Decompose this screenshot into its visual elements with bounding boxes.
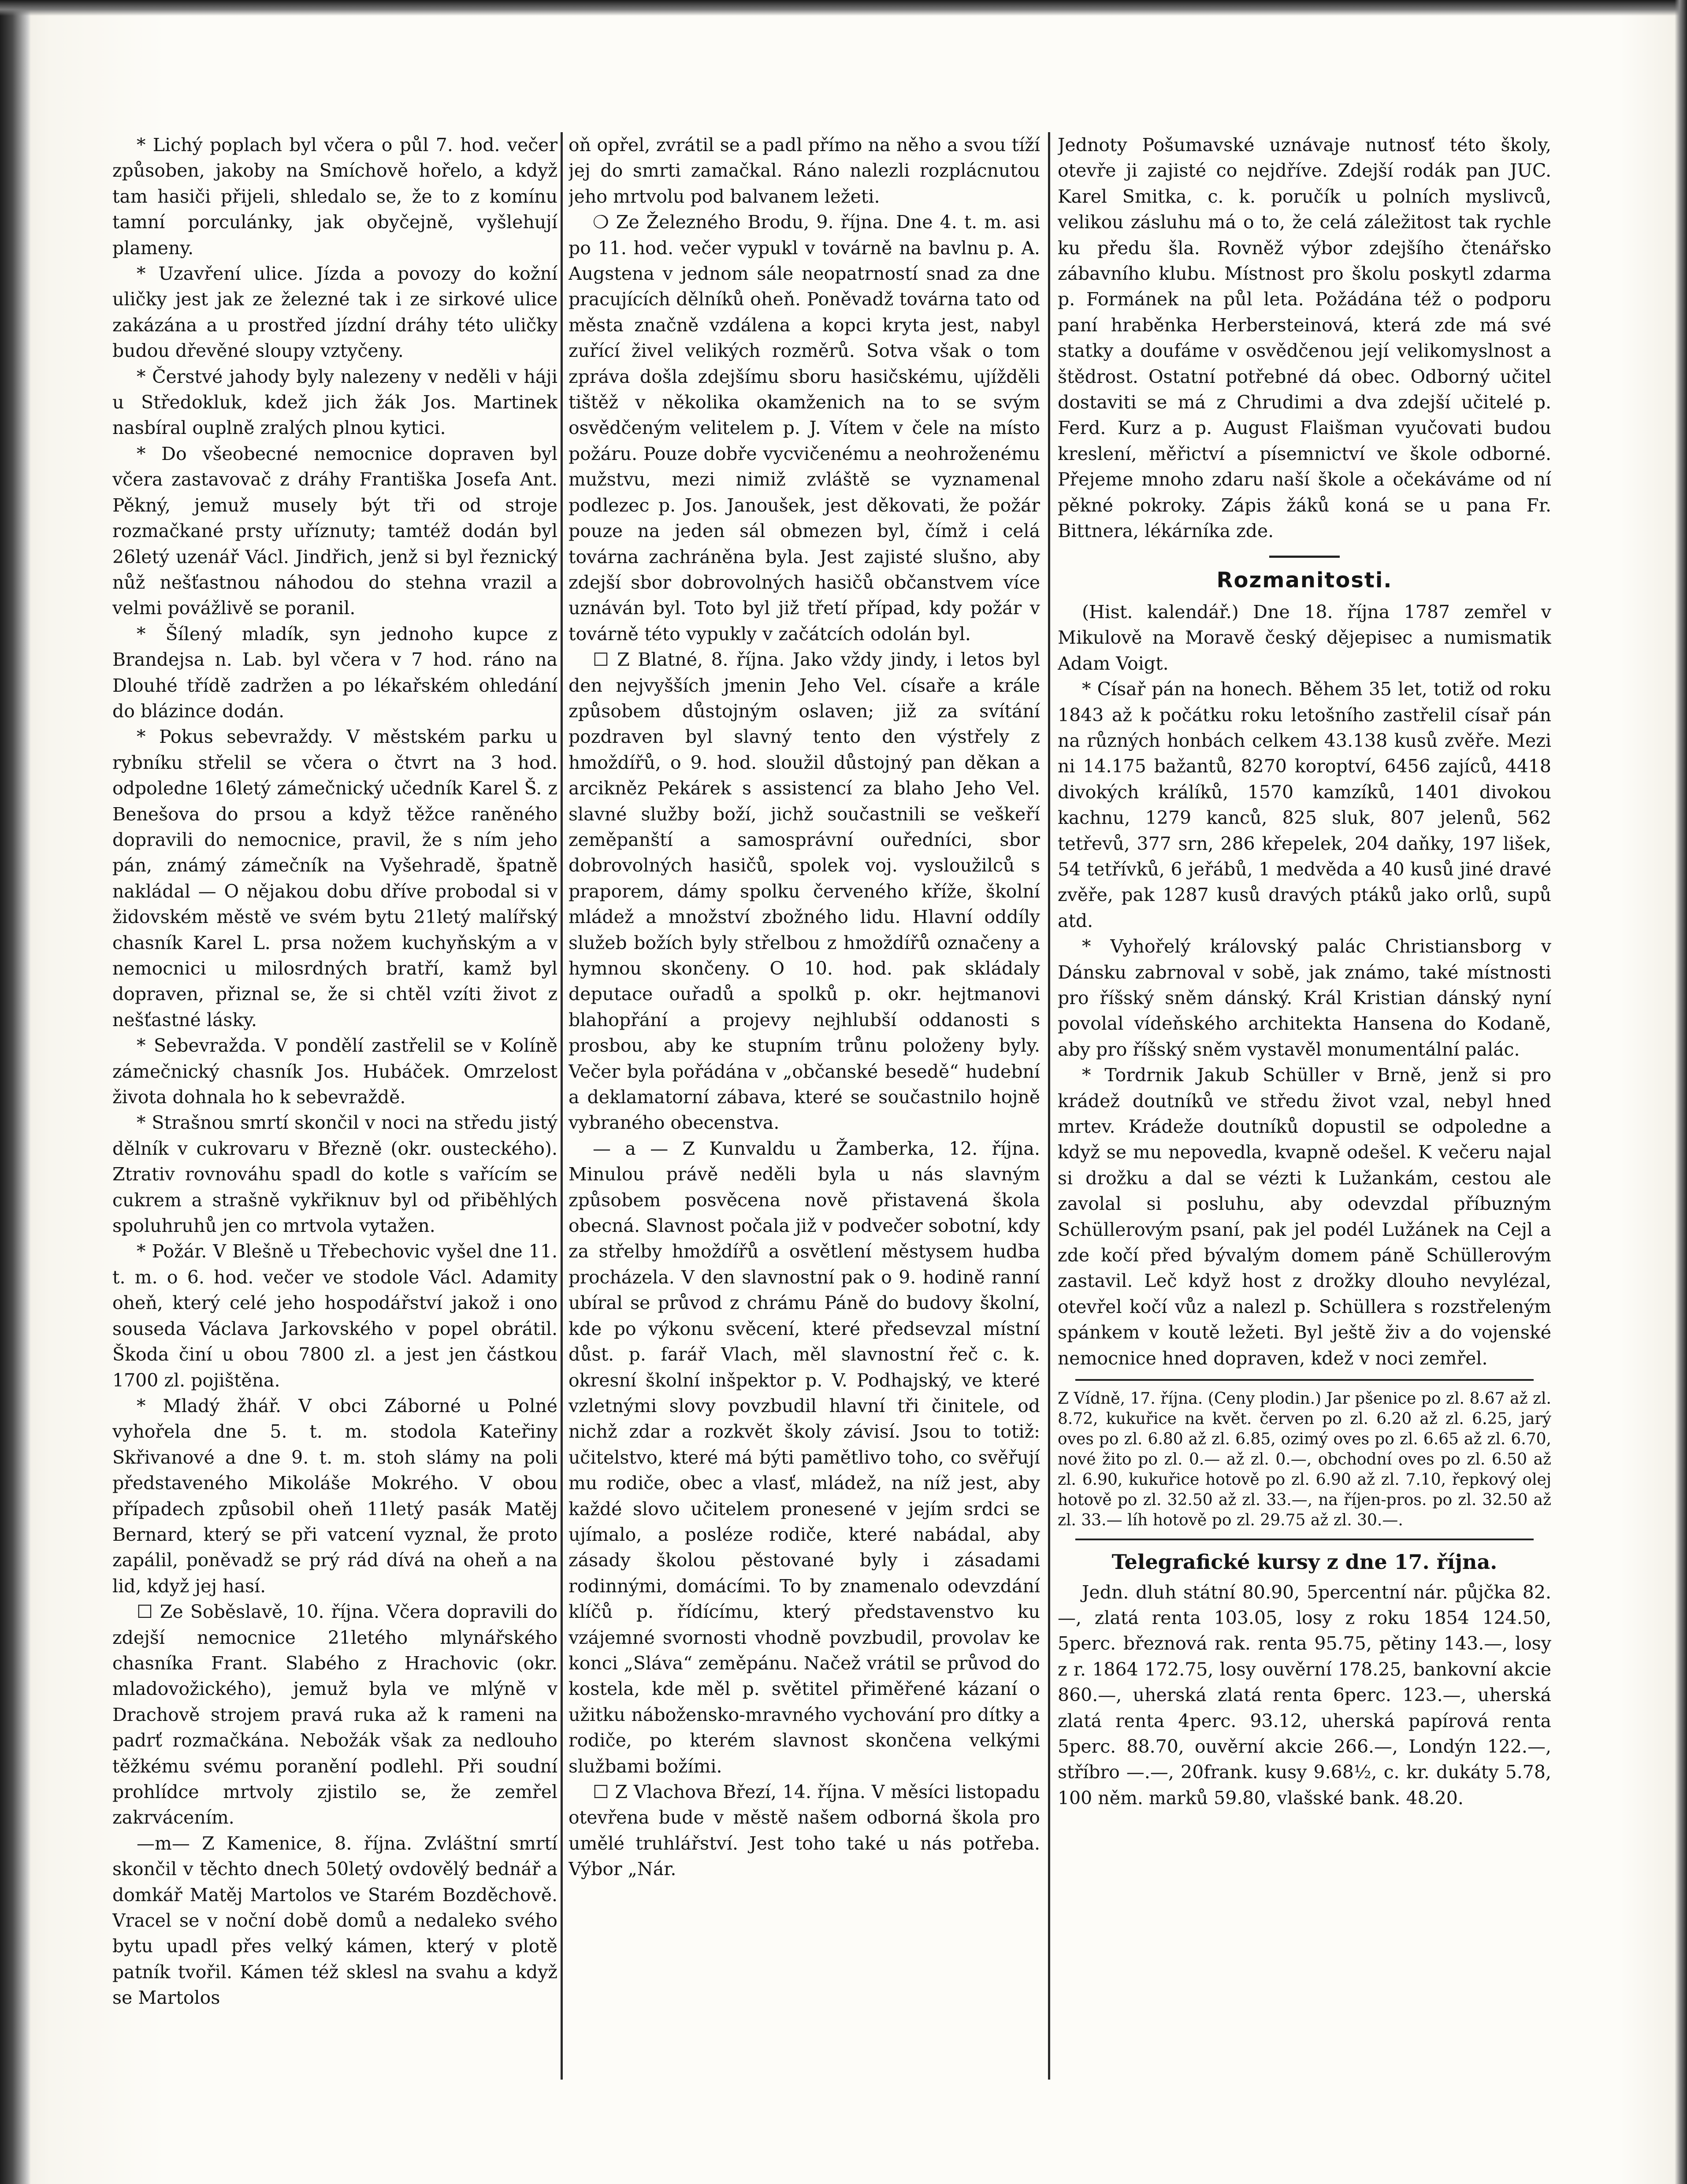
kursy-text: Jedn. dluh státní 80.90, 5percentní nár. půjčka 82.—, zlatá renta 103.05, losy z roku 1854 124.50, 5perc. březnová rak. renta 95.75, pětiny 143.—, losy z r. 1864 172.75, losy ouvěrní 178.25, bankovní akcie 860.—, uherská zlatá renta 6perc. 123.—, uherská zlatá renta 4perc. 93.12, uherská papírová renta 5perc. 88.70, ouvěrní akcie 266.—, Londýn 122.—, stříbro —.—, 20frank. kusy 9.68½, c. kr. dukáty 5.78, 100 něm. marků 59.80, vlašské bank. 48.20. [1058, 1581, 1551, 1809]
article-tordrnik: * Tordrnik Jakub Schüller v Brně, jenž si pro krádež doutníků ve středu život vzal, nebyl hned mrtev. Krádeže doutníků dopustil se odpoledne a když se mu nepovedla, kvapně odešel. K večeru najal si drožku a dal se vézti k Lužankám, cestou ale zavolal si posluhu, aby odevzdal příbuzným Schüllerovým psaní, pak jel podél Lužánek na Cejl a zde kočí před bývalým domem páně Schüllerovým zastavil. Leč když host z drožky dlouho nevylézal, otevřel kočí vůz a nalezl p. Schüllera s rozstřeleným spánkem v koutě ležeti. Byl ještě živ a do vojenské nemocnice hned dopraven, kdež v noci zemřel. [1058, 1064, 1551, 1369]
article-mlady-zhar: * Mladý žhář. V obci Záborné u Polné vyhořela dne 5. t. m. stodola Kateřiny Skřivanové a dne 9. t. m. stoh slámy na poli představeného Mikoláše Mokrého. V obou případech způsobil oheň 11letý pasák Matěj Bernard, který se při vatcení vyznal, že proto zapálil, poněvadž se prý rád dívá na oheň a na lid, když jej hasí. [112, 1395, 557, 1597]
market-prices-text: Z Vídně, 17. října. (Ceny plodin.) Jar pšenice po zl. 8.67 až zl. 8.72, kukuřice na květ. červen po zl. 6.20 až zl. 6.25, jarý oves po zl. 6.80 až zl. 6.85, ozimý oves po zl. 6.65 až zl. 6.70, nové žito po zl. 0.— až zl. 0.—, obchodní oves po zl. 6.50 až zl. 6.90, kukuřice hotově po zl. 6.90 až zl. 7.10, řepkový olej hotově po zl. 32.50 až zl. 33.—, na říjen-pros. po zl. 32.50 až zl. 33.— líh hotově po zl. 29.75 až zl. 30.—. [1058, 1390, 1551, 1530]
article-pozar: * Požár. V Blešně u Třebechovic vyšel dne 11. t. m. o 6. hod. večer ve stodole Václ. Adamity oheň, který celé jeho hospodářství jakož i ono souseda Václava Jarkovského v popel obrátil. Škoda činí u obou 7800 zl. a jest jen částkou 1700 zl. pojištěna. [112, 1241, 557, 1391]
scan-border-right [1675, 0, 1687, 2184]
article-cerstve-jahody: * Čerstvé jahody byly nalezeny v neděli v háji u Středokluk, kdež jich žák Jos. Martinek nasbíral ouplně zralých plnou kytici. [112, 366, 557, 439]
article-kamenice: —m— Z Kamenice, 8. října. Zvláštní smrtí skončil v těchto dnech 50letý ovdovělý bednář a domkář Matěj Martolos ve Starém Bozděchově. Vracel se v noční době domů a nedaleko svého bytu upadl přes velký kámen, který v plotě patník tvořil. Kámen též sklesl na svahu a když se Martolos [112, 1832, 557, 2009]
market-divider [1075, 1379, 1534, 1381]
column-rule-2 [1048, 132, 1050, 2080]
column-rule-1 [561, 132, 563, 2080]
article-hist-kalendar: (Hist. kalendář.) Dne 18. října 1787 zemřel v Mikulově na Moravě český dějepisec a numismatik Adam Voigt. [1058, 601, 1551, 674]
article-sobeslav: ☐ Ze Soběslavě, 10. října. Včera dopravili do zdejší nemocnice 21letého mlynářského chasníka Frant. Slabého z Hrachovic (okr. mladovožického), jemuž byla ve mlýně v Drachově strojem pravá ruka až k rameni na padrť rozmačkána. Nebožák však za nedlouho těžkému svému poranění podlehl. Při soudní prohlídce mrtvoly zjistilo se, že zemřel zakrvácením. [112, 1601, 557, 1828]
article-uzavreni-ulice: * Uzavření ulice. Jízda a povozy do kožní uličky jest jak ze železné tak i ze sirkové ulice zakázána a u prostřed jízdní dráhy této uličky budou dřevěné sloupy vztyčeny. [112, 263, 557, 362]
column-3 [1058, 132, 1551, 2080]
kursy-divider [1075, 1539, 1534, 1540]
article-strasnou-smrti: * Strašnou smrtí skončil v noci na středu jistý dělník v cukrovaru v Březně (okr. ousteckého). Ztrativ rovnováhu spadl do kotle s vařícím se cukrem a strašně vykřiknuv byl od přiběhlých spoluhruhů jen co mrtvola vytažen. [112, 1112, 557, 1237]
section-divider [1269, 556, 1340, 558]
article-kunvald: — a — Z Kunvaldu u Žamberka, 12. října. Minulou právě neděli byla u nás slavným způsobem posvěcena nově přistavená škola obecná. Slavnost počala již v podvečer sobotní, kdy za střelby hmoždířů a osvětlení městysem hudba procházela. V den slavnostní pak o 9. hodině ranní ubíral se průvod z chrámu Páně do budovy školní, kde po výkonu svěcení, které předsevzal místní důst. p. farář Vlach, měl slavnostní řeč c. k. okresní školní inšpektor p. V. Podhajský, ve které vzletnými slovy povzbudil hlavní tři činitele, od nichž zdar a rozkvět školy závisí. Jsou to totiž: učitelstvo, které má býti pamětlivo toho, co svěřují mu rodiče, obec a vlasť, mládež, na níž jest, aby každé slovo učitelem pronesené v jejím srdci se ujímalo, a posléze rodiče, které nabádal, aby zásady školou pěstované byly i zásadami rodinnými, domácími. To by znamenalo odevzdání klíčů p. řídícímu, který představenstvo ku vzájemné svornosti vhodně povzbudil, provolav ke konci „Sláva“ zeměpánu. Načež vrátil se průvod do kostela, kde měl p. světitel přiměřené kázaní o užitku nábožensko-mravného vychování pro dítky a rodiče, po kterém slavnost skončena velkými službami božími. [569, 1138, 1040, 1777]
article-sileny-mladik: * Šílený mladík, syn jednoho kupce z Brandejsa n. Lab. byl včera v 7 hod. ráno na Dlouhé třídě zadržen a po lékařském ohledání do blázince dodán. [112, 623, 557, 722]
article-vlachovo-brezi: ☐ Z Vlachova Březí, 14. října. V měsíci listopadu otevřena bude v městě našem odborná škola pro umělé truhlářství. Jest toho také u nás potřeba. Výbor „Nár. [569, 1781, 1040, 1880]
scan-border-left [0, 0, 31, 2184]
article-vlachovo-brezi-continued: Jednoty Pošumavské uznávaje nutnosť této školy, otevře ji zajisté co nejdříve. Zdejší rodák pan JUC. Karel Smitka, c. k. poručík u polních myslivců, velikou zásluhu má o to, že celá záležitost tak rychle ku předu šla. Rovněž výbor zdejšího čtenářsko zábavního klubu. Místnost pro školu poskytl zdarma p. Formánek na půl leta. Požádána též o podporu paní hraběnka Herbersteinová, která zde má své statky a doufáme v osvědčenou její velikomyslnost a štědrost. Ostatní potřebné dá obec. Odborný učitel dostaviti se má z Chrudimi a dva zdejší učitelé p. Ferd. Kurz a p. August Flaišman vyučovati budou kreslení, měřictví a písemnictví ve škole odborné. Přejeme mnoho zdaru naší škole a očekáváme od ní pěkné pokroky. Zápis žáků koná se u pana Fr. Bittnera, lékárníka zde. [1058, 134, 1551, 542]
article-cisar-na-honech: * Císař pán na honech. Během 35 let, totiž od roku 1843 až k počátku roku letošního zastřelil císař pán na různých honbách celkem 43.138 kusů zvěře. Mezi ni 14.175 bažantů, 8270 koroptví, 6456 zajíců, 4418 divokých králíků, 1570 kamzíků, 1401 divokou kachnu, 1279 kanců, 825 sluk, 807 jelenů, 562 tetřevů, 377 srn, 286 křepelek, 204 daňky, 197 lišek, 54 tetřívků, 6 jeřábů, 1 medvěda a 40 kusů jiné dravé zvěře, pak 1287 kusů dravých ptáků jako orlů, supů atd. [1058, 679, 1551, 931]
article-pokus-sebevrazdy: * Pokus sebevraždy. V městském parku u rybníku střelil se včera o čtvrt na 3 hod. odpoledne 16letý zámečnický učedník Karel Š. z Benešova do prsou a když těžce raněného dopravili do nemocnice, pravil, že s ním jeho pán, známý zámečník na Vyšehradě, špatně nakládal — O nějakou dobu dříve probodal si v židovském městě ve svém bytu 21letý malířský chasník Karel L. prsa nožem kuchyňským a v nemocnici u milosrdných bratří, kamž byl dopraven, přiznal se, že si chtěl vzíti život z nešťastné lásky. [112, 726, 557, 1031]
column-2 [569, 132, 1040, 2080]
column-1 [112, 132, 557, 2080]
kursy-heading: Telegrafické kursy z dne 17. října. [1111, 1550, 1497, 1574]
article-blatna: ☐ Z Blatné, 8. října. Jako vždy jindy, i letos byl den nejvyšších jmenin Jeho Vel. císaře a krále způsobem důstojným oslaven; již za svítání pozdraven byl slavný tento den výstřely z hmoždířů, o 9. hod. sloužil důstojný pan děkan a arcikněz Pekárek s assistencí za blaho Jeho Vel. slavné služby boží, jichž součastnili se veškeří zeměpanští a samosprávní ouředníci, sbor dobrovolných hasičů, spolek voj. vysloužilců s praporem, dámy spolku červeného kříže, školní mládež a množství zbožného lidu. Hlavní oddíly služeb božích byly střelbou z hmoždířů označeny a hymnou skončeny. O 10. hod. pak skládaly deputace ouřadů a spolků p. okr. hejtmanovi blahopřání a projevy nejhlubší oddanosti s prosbou, aby ke stupním trůnu položeny byly. Večer byla pořádána v „občanské besedě“ hudební a deklamatorní zábava, které se součastnilo hojně vybraného obecenstva. [569, 649, 1040, 1134]
article-kamenice-continued: oň opřel, zvrátil se a padl přímo na něho a svou tíží jej do smrti zamačkal. Ráno nalezli rozplácnutou jeho mrtvolu pod balvanem ležeti. [569, 134, 1040, 207]
article-zelezny-brod: ❍ Ze Železného Brodu, 9. října. Dne 4. t. m. asi po 11. hod. večer vypukl v továrně na bavlnu p. A. Augstena v jednom sále neopatrností snad za dne pracujících dělníků oheň. Poněvadž továrna tato od města značně vzdálena a kopci kryta jest, nabyl zuřící živel velikých rozměrů. Sotva však o tom zpráva došla zdejšímu sboru hasičskému, ujížděli tištěž v několika okamženich na to se svým osvědčeným velitelem p. J. Vítem v čele na místo požáru. Pouze dobře vycvičenému a neohroženému mužstvu, mezi nimiž zvláště se vyznamenal podlezec p. Jos. Janoušek, jest děkovati, že požár pouze na jeden sál obmezen byl, čímž i celá továrna zachráněna byla. Jest zajisté slušno, aby zdejší sbor dobrovolných hasičů občanstvem více uznáván byl. Toto byl již třetí případ, kdy požár v továrně této vypukly v začátcích odolán byl. [569, 211, 1040, 645]
article-nemocnice: * Do všeobecné nemocnice dopraven byl včera zastavovač z dráhy Františka Josefa Ant. Pěkný, jemuž musely být tři od stroje rozmačkané prsty uříznuty; tamtéž dodán byl 26letý uzenář Václ. Jindřich, jenž si byl řeznický nůž nešťastnou náhodou do stehna vrazil a velmi povážlivě se poranil. [112, 443, 557, 619]
article-vyhorely-palac: * Vyhořelý královský palác Christiansborg v Dánsku zabrnoval v sobě, jak známo, také místnosti pro říšský sněm dánský. Král Kristian dánský nyní povolal vídeňského architekta Hansena do Kodaně, aby pro říšský sněm vystavěl monumentální palác. [1058, 936, 1551, 1060]
article-sebevrazda: * Sebevražda. V pondělí zastřelil se v Kolíně zámečnický chasník Jos. Hubáček. Omrzelost života dohnala ho k sebevraždě. [112, 1035, 557, 1108]
article-lichy-poplach: * Lichý poplach byl včera o půl 7. hod. večer způsoben, jakoby na Smíchově hořelo, a když tam hasiči přijeli, shledalo se, že to z komínu tamní porculánky, jak obyčejně, vyšlehují plameny. [112, 134, 557, 259]
market-prices [1058, 1389, 1551, 1531]
rozmanitosti-heading: Rozmanitosti. [1216, 567, 1393, 593]
scan-border-top [0, 0, 1687, 16]
